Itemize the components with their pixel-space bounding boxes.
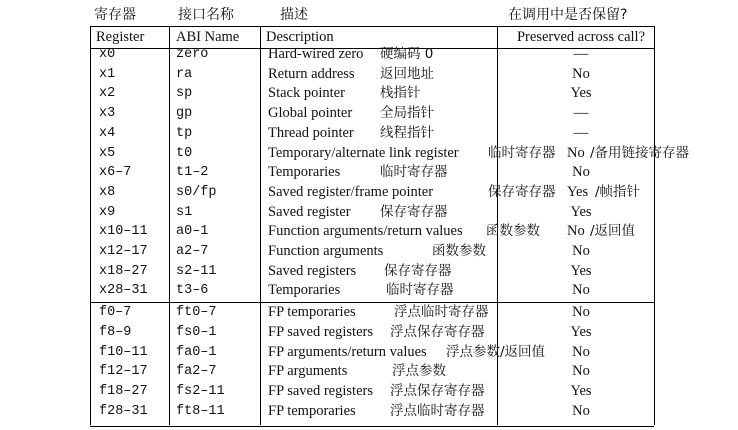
abi-name-cell: a2–7 xyxy=(176,244,209,259)
table-row xyxy=(0,303,738,323)
description-cell: FP saved registers xyxy=(268,382,373,399)
register-cell: f0–7 xyxy=(99,305,132,321)
description-cell: Stack pointer xyxy=(268,85,345,102)
table-row xyxy=(0,382,738,402)
description-cell: Saved register/frame pointer xyxy=(268,183,434,200)
description-cell: Function arguments xyxy=(268,243,384,259)
description-cn-cell: 浮点临时寄存器 xyxy=(390,402,485,419)
register-cell: x1 xyxy=(99,66,116,82)
preserved-cell: Yes xyxy=(570,323,592,340)
description-cn-cell: 临时寄存器 xyxy=(386,282,454,299)
preserved-cell: No xyxy=(572,402,590,419)
preserved-cell: No xyxy=(572,243,590,259)
table-row xyxy=(0,183,738,203)
register-cell: x8 xyxy=(99,184,116,200)
description-cn-cell: 临时寄存器 xyxy=(488,144,556,161)
description-cell: Saved register xyxy=(268,203,351,220)
register-cell: x28–31 xyxy=(99,283,148,299)
preserved-cell: No xyxy=(572,304,590,321)
abi-name-cell: a0–1 xyxy=(176,224,209,240)
abi-name-cell: s2–11 xyxy=(176,263,217,279)
register-cell: f10–11 xyxy=(99,344,148,360)
register-cell: x2 xyxy=(99,86,116,102)
preserved-cell: No xyxy=(572,343,590,360)
description-cn-cell: 浮点参数 xyxy=(392,363,446,380)
register-cell: f18–27 xyxy=(99,383,148,399)
table-row xyxy=(0,203,738,223)
description-cn-cell: 函数参数 xyxy=(432,243,486,259)
table-row xyxy=(0,163,738,183)
description-cn-cell: 浮点参数/返回值 xyxy=(446,343,546,360)
abi-name-cell: ra xyxy=(176,66,193,82)
abi-name-cell: ft0–7 xyxy=(176,305,217,321)
table-row xyxy=(0,281,738,301)
table-row xyxy=(0,323,738,343)
table-row xyxy=(0,343,738,363)
table-row xyxy=(0,362,738,382)
abi-name-cell: ft8–11 xyxy=(176,403,225,419)
preserved-cell: Yes xyxy=(570,203,592,220)
table-row xyxy=(0,104,738,124)
register-cell: x0 xyxy=(99,47,116,62)
description-cn-cell: 浮点临时寄存器 xyxy=(394,304,489,321)
preserved-cell: Yes xyxy=(570,85,592,102)
abi-name-cell: fa2–7 xyxy=(176,364,217,380)
preserved-cell: — xyxy=(573,124,589,141)
preserved-cell: Yes xyxy=(570,262,592,279)
abi-name-cell: fs0–1 xyxy=(176,324,217,340)
register-cell: x18–27 xyxy=(99,263,148,279)
header-register-cn: 寄存器 xyxy=(94,7,136,23)
description-cn-cell: 保存寄存器 xyxy=(384,262,452,279)
description-cn-cell: 函数参数 xyxy=(486,223,540,240)
description-cell: FP temporaries xyxy=(268,402,356,419)
register-cell: x3 xyxy=(99,106,116,122)
description-cn-cell: 硬编码 0 xyxy=(380,46,434,62)
description-cell: Temporaries xyxy=(268,164,341,181)
register-cell: f8–9 xyxy=(99,324,132,340)
preserved-note-cn: /返回值 xyxy=(590,223,636,240)
description-cn-cell: 浮点保存寄存器 xyxy=(390,382,485,399)
preserved-cell: No xyxy=(567,144,585,161)
register-cell: x10–11 xyxy=(99,224,148,240)
table-row xyxy=(0,262,738,282)
preserved-cell: No xyxy=(567,223,585,240)
header-preserved-cn: 在调用中是否保留? xyxy=(508,7,628,23)
description-cn-cell: 线程指针 xyxy=(380,124,434,141)
table-row xyxy=(0,84,738,104)
description-cell: Hard-wired zero xyxy=(268,46,364,62)
table-row xyxy=(0,144,738,164)
preserved-note-cn: /帧指针 xyxy=(595,183,641,200)
preserved-note-cn: /备用链接寄存器 xyxy=(590,144,690,161)
column-header-abi: ABI Name xyxy=(176,29,240,45)
description-cell: FP arguments xyxy=(268,363,348,380)
register-cell: x5 xyxy=(99,145,116,161)
description-cell: FP saved registers xyxy=(268,323,373,340)
description-cell: Return address xyxy=(268,65,355,82)
description-cell: Temporary/alternate link register xyxy=(268,144,459,161)
column-header-register: Register xyxy=(96,29,145,45)
description-cn-cell: 栈指针 xyxy=(380,85,421,102)
preserved-cell: — xyxy=(573,46,589,62)
register-cell: x4 xyxy=(99,125,116,141)
header-abi-cn: 接口名称 xyxy=(178,7,234,23)
table-row xyxy=(0,124,738,144)
abi-name-cell: t1–2 xyxy=(176,165,209,181)
preserved-cell: No xyxy=(572,65,590,82)
description-cell: Thread pointer xyxy=(268,124,354,141)
description-cell: FP arguments/return values xyxy=(268,343,427,360)
preserved-cell: Yes xyxy=(570,382,592,399)
register-cell: x9 xyxy=(99,204,116,220)
description-cell: Temporaries xyxy=(268,282,341,299)
description-cell: Global pointer xyxy=(268,105,353,122)
abi-name-cell: sp xyxy=(176,86,193,102)
description-cell: Function arguments/return values xyxy=(268,223,463,240)
table-row xyxy=(0,45,738,65)
description-cn-cell: 浮点保存寄存器 xyxy=(390,323,485,340)
table-row xyxy=(0,402,738,422)
column-header-description: Description xyxy=(266,29,334,45)
register-cell: f28–31 xyxy=(99,403,148,419)
description-cn-cell: 保存寄存器 xyxy=(380,203,448,220)
table-row xyxy=(0,65,738,85)
preserved-cell: No xyxy=(572,164,590,181)
description-cn-cell: 返回地址 xyxy=(380,65,434,82)
column-header-preserved: Preserved across call? xyxy=(516,29,646,45)
description-cell: FP temporaries xyxy=(268,304,356,321)
abi-name-cell: zero xyxy=(176,47,209,62)
abi-name-cell: fs2–11 xyxy=(176,383,225,399)
abi-name-cell: tp xyxy=(176,125,193,141)
table-row xyxy=(0,242,738,262)
table-row xyxy=(0,222,738,242)
register-cell: x12–17 xyxy=(99,244,148,259)
description-cn-cell: 临时寄存器 xyxy=(380,164,448,181)
header-desc-cn: 描述 xyxy=(280,7,308,23)
abi-name-cell: gp xyxy=(176,106,193,122)
abi-name-cell: s0/fp xyxy=(176,184,217,200)
abi-name-cell: fa0–1 xyxy=(176,344,217,360)
abi-name-cell: s1 xyxy=(176,204,193,220)
abi-name-cell: t0 xyxy=(176,145,193,161)
register-cell: x6–7 xyxy=(99,165,132,181)
description-cn-cell: 保存寄存器 xyxy=(488,183,556,200)
preserved-cell: No xyxy=(572,282,590,299)
preserved-cell: Yes xyxy=(567,183,589,200)
preserved-cell: No xyxy=(572,363,590,380)
description-cn-cell: 全局指针 xyxy=(380,105,434,122)
description-cell: Saved registers xyxy=(268,262,357,279)
abi-name-cell: t3–6 xyxy=(176,283,209,299)
register-cell: f12–17 xyxy=(99,364,148,380)
preserved-cell: — xyxy=(573,105,589,122)
